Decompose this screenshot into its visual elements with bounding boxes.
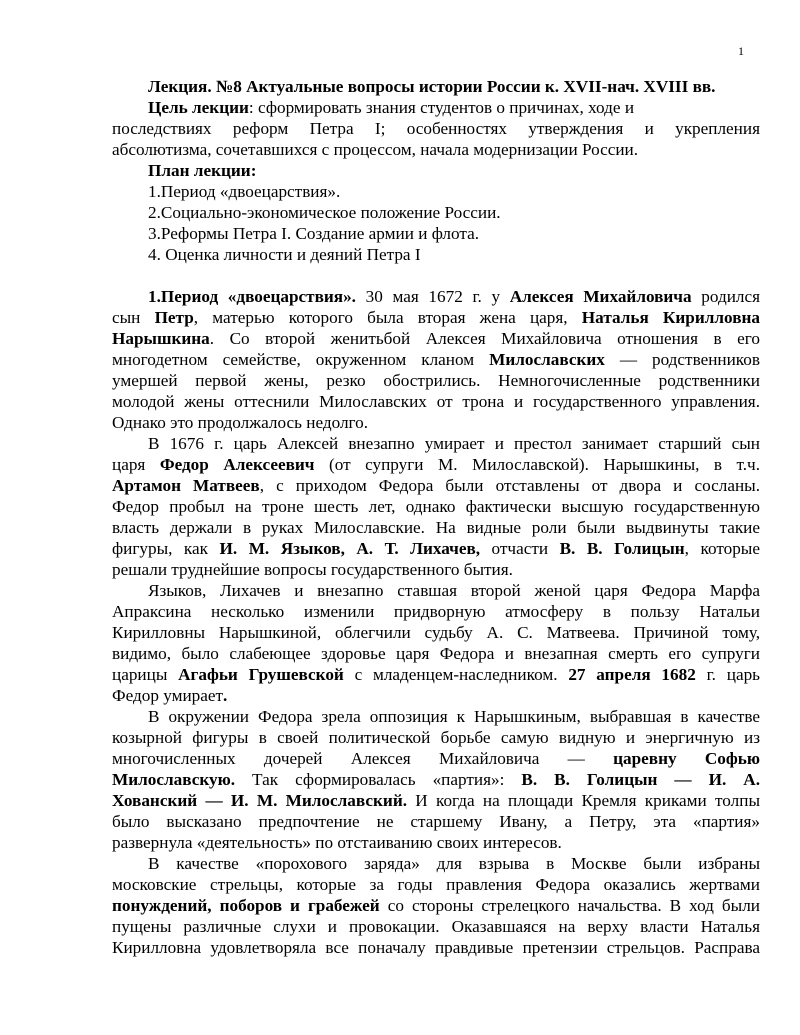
text-line: Однако это продолжалось недолго. xyxy=(112,413,369,432)
plan-item: 3.Реформы Петра I. Создание армии и флота. xyxy=(148,224,480,243)
text-line: Хованский — И. М. Милославский. И когда на площади Кремля криками толпы xyxy=(112,791,760,810)
text-line: Артамон Матвеев, с приходом Федора были отставлены от двора и сосланы. xyxy=(112,476,760,495)
text-line: многодетном семействе, окруженном кланом Милославских — родственников xyxy=(112,350,760,369)
text-line: сын Петр, матерью которого была вторая жена царя, Наталья Кирилловна xyxy=(112,308,760,327)
text-line: Федор пробыл на троне шесть лет, однако фактически высшую государственную xyxy=(112,497,760,516)
text-line: последствиях реформ Петра I; особенностях утверждения и укрепления xyxy=(112,119,760,138)
text-line: царицы Агафьи Грушевской с младенцем-наследником. 27 апреля 1682 г. царь xyxy=(112,665,761,684)
text-line: Федор умирает. xyxy=(112,686,228,705)
text-line: Кирилловна удовлетворяла все поначалу правдивые претензии стрельцов. Расправа xyxy=(112,938,760,957)
text-line: В 1676 г. царь Алексей внезапно умирает и престол занимает старший сын xyxy=(148,434,760,453)
text-line: царя Федор Алексеевич (от супруги М. Милославской). Нарышкины, в т.ч. xyxy=(112,455,760,474)
text-line: Языков, Лихачев и внезапно ставшая второй женой царя Федора Марфа xyxy=(148,581,760,600)
text-line: московские стрельцы, которые за годы правления Федора оказались жертвами xyxy=(112,875,760,894)
text-line: умершей первой жены, резко обострились. Немногочисленные родственники xyxy=(112,371,760,390)
text-line: пущены различные слухи и провокации. Оказавшаяся на верху власти Наталья xyxy=(112,917,760,936)
text-line: понуждений, поборов и грабежей со стороны стрелецкого начальства. В ход были xyxy=(112,896,760,915)
plan-heading: План лекции: xyxy=(148,161,257,180)
text-line: власть держали в руках Милославские. На видные роли были выдвинуты такие xyxy=(112,518,760,537)
text-line: 1.Период «двоецарствия». 30 мая 1672 г. у Алексея Михайловича родился xyxy=(148,287,761,306)
text-line: абсолютизма, сочетавшихся с процессом, начала модернизации России. xyxy=(112,140,639,159)
text-line: В качестве «порохового заряда» для взрыва в Москве были избраны xyxy=(148,854,760,873)
text-line: В окружении Федора зрела оппозиция к Нарышкиным, выбравшая в качестве xyxy=(148,707,760,726)
plan-item: 1.Период «двоецарствия». xyxy=(148,182,341,201)
lecture-goal-line: Цель лекции: сформировать знания студентов о причинах, ходе и xyxy=(148,98,635,117)
text-line: развернула «деятельность» по отстаиванию своих интересов. xyxy=(112,833,562,852)
text-line: многочисленных дочерей Алексея Михайловича — царевну Софью xyxy=(112,749,760,768)
text-line: козырной фигуры в своей политической борьбе самую видную и энергичную из xyxy=(112,728,760,747)
plan-item: 4. Оценка личности и деяний Петра I xyxy=(148,245,421,264)
text-line: решали труднейшие вопросы государственного бытия. xyxy=(112,560,513,579)
text-line: видимо, было слабеющее здоровье царя Федора и внезапная смерть его супруги xyxy=(112,644,760,663)
text-line: Кирилловны Нарышкиной, облегчили судьбу А. С. Матвеева. Причиной тому, xyxy=(112,623,760,642)
text-line: фигуры, как И. М. Языков, А. Т. Лихачев, отчасти В. В. Голицын, которые xyxy=(112,539,760,558)
lecture-title: Лекция. №8 Актуальные вопросы истории России к. XVII-нач. XVIII вв. xyxy=(148,77,716,96)
text-line: Милославскую. Так сформировалась «партия»: В. В. Голицын — И. А. xyxy=(112,770,760,789)
text-line: молодой жены оттеснили Милославских от трона и государственного управления. xyxy=(112,392,760,411)
paragraph-gap xyxy=(112,265,760,286)
plan-item: 2.Социально-экономическое положение России. xyxy=(148,203,501,222)
lecture-text xyxy=(112,76,760,958)
text-line: Апраксина несколько изменили придворную атмосферу в пользу Натальи xyxy=(112,602,760,621)
page-number: 1 xyxy=(738,44,744,58)
text-line: было высказано предпочтение не старшему Ивану, а Петру, эта «партия» xyxy=(112,812,760,831)
text-line: Нарышкина. Со второй женитьбой Алексея Михайловича отношения в его xyxy=(112,329,760,348)
